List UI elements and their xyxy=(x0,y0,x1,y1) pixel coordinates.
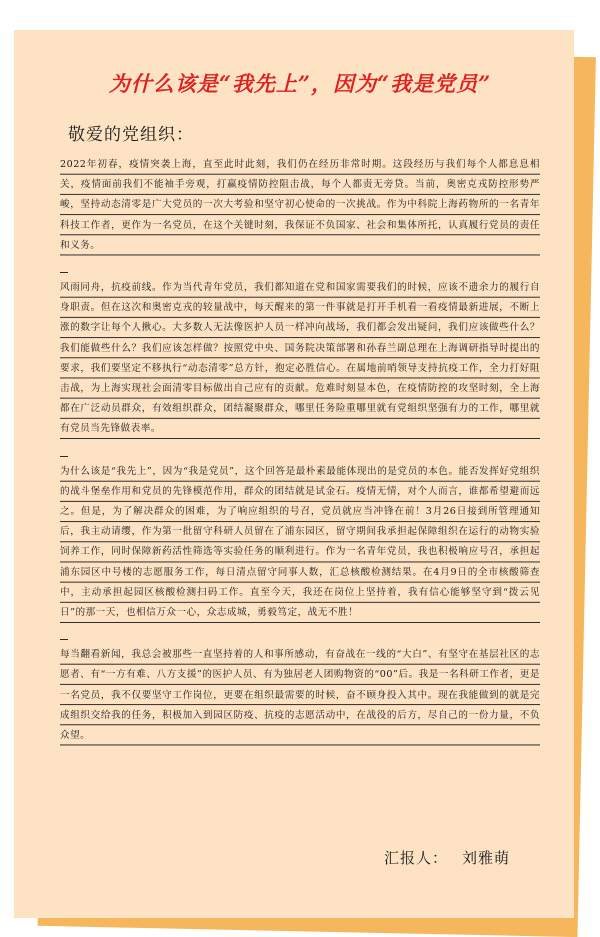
paragraph-4: 每当翻看新闻，我总会被那些一直坚持着的人和事所感动，有奋战在一线的“大白”、有坚守在基层社区的志愿者、有“一方有难、八方支援”的医护人员、有为独居老人团购物资的“00”后。我是一名科研工作者，更是一名党员，我不仅要坚守工作岗位，更要在组织最需要的时候，奋不顾身投入其中。现在我能做到的就是完成组织交给我的任务，积极加入到园区防疫、抗疫的志愿活动中，在战役的后方，尽自己的一份力量，不负众望。 xyxy=(60,645,540,746)
paragraph-separator xyxy=(60,625,540,645)
paragraph-3: 为什么该是“我先上”，因为“我是党员”，这个回答是最朴素最能体现出的是党员的本色。能否发挥好党组织的战斗堡垒作用和党员的先锋模范作用，群众的团结就是试金石。疫情无情，对个人而言，谁都希望避而远之。但是，为了解决群众的困难，为了响应组织的号召，党员就应当冲锋在前！3月26日接到所管理通知后，我主动请缨，作为第一批留守科研人员留在了浦东园区，留守期间我承担起保障组织在运行的动物实验饲养工作，同时保障新药活性筛选等实验任务的顺利进行。作为一名青年党员，我也积极响应号召，承担起浦东园区中号楼的志愿服务工作，每日清点留守同事人数，汇总核酸检测结果。在4月9日的全市核酸筛查中，主动承担起园区核酸检测扫码工作。直至今天，我还在岗位上坚持着，我有信心能够坚守到“拨云见日”的那一天，也相信万众一心，众志成城，勇毅笃定，战无不胜！ xyxy=(60,462,540,624)
paragraph-1: 2022年初春，疫情突袭上海，直至此时此刻，我们仍在经历非常时期。这段经历与我们每个人都息息相关，疫情面前我们不能袖手旁观，打赢疫情防控阻击战，每个人都责无旁贷。当前，奥密克戎防控形势严峻，坚持动态清零是广大党员的一次大考验和坚守初心使命的一次挑战。作为中科院上海药物所的一名青年科技工作者，更作为一名党员，在这个关键时刻，我保证不负国家、社会和集体所托，认真履行党员的责任和义务。 xyxy=(60,155,540,256)
letter-title: 为什么该是“我先上”，因为“我是党员” xyxy=(108,71,492,96)
signature-name: 刘雅萌 xyxy=(461,849,510,867)
signature-block xyxy=(384,847,510,868)
letter-paper xyxy=(14,30,574,918)
signature-label: 汇报人： xyxy=(383,849,448,867)
letter-greeting: 敬爱的党组织： xyxy=(68,125,194,145)
paragraph-separator xyxy=(60,442,540,462)
paragraph-separator xyxy=(60,258,540,278)
paragraph-2: 风雨同舟，抗疫前线。作为当代青年党员，我们都知道在党和国家需要我们的时候，应该不遗余力的履行自身职责。但在这次和奥密克戎的较量战中，每天醒来的第一件事就是打开手机看一看疫情最新进展，不断上涨的数字让每个人揪心。大多数人无法像医护人员一样冲向战场，我们都会发出疑问，我们应该做些什么？我们能做些什么？我们应该怎样做？按照党中央、国务院决策部署和孙春兰副总理在上海调研指导时提出的要求，我们要坚定不移执行“动态清零”总方针，抱定必胜信心。在属地前哨领导支持抗疫工作，全力打好阻击战，为上海实现社会面清零目标做出自己应有的贡献。危难时刻显本色，在疫情防控的攻坚时刻，全上海都在广泛动员群众，有效组织群众，团结凝聚群众，哪里任务险重哪里就有党组织坚强有力的工作，哪里就有党员当先锋做表率。 xyxy=(60,278,540,440)
